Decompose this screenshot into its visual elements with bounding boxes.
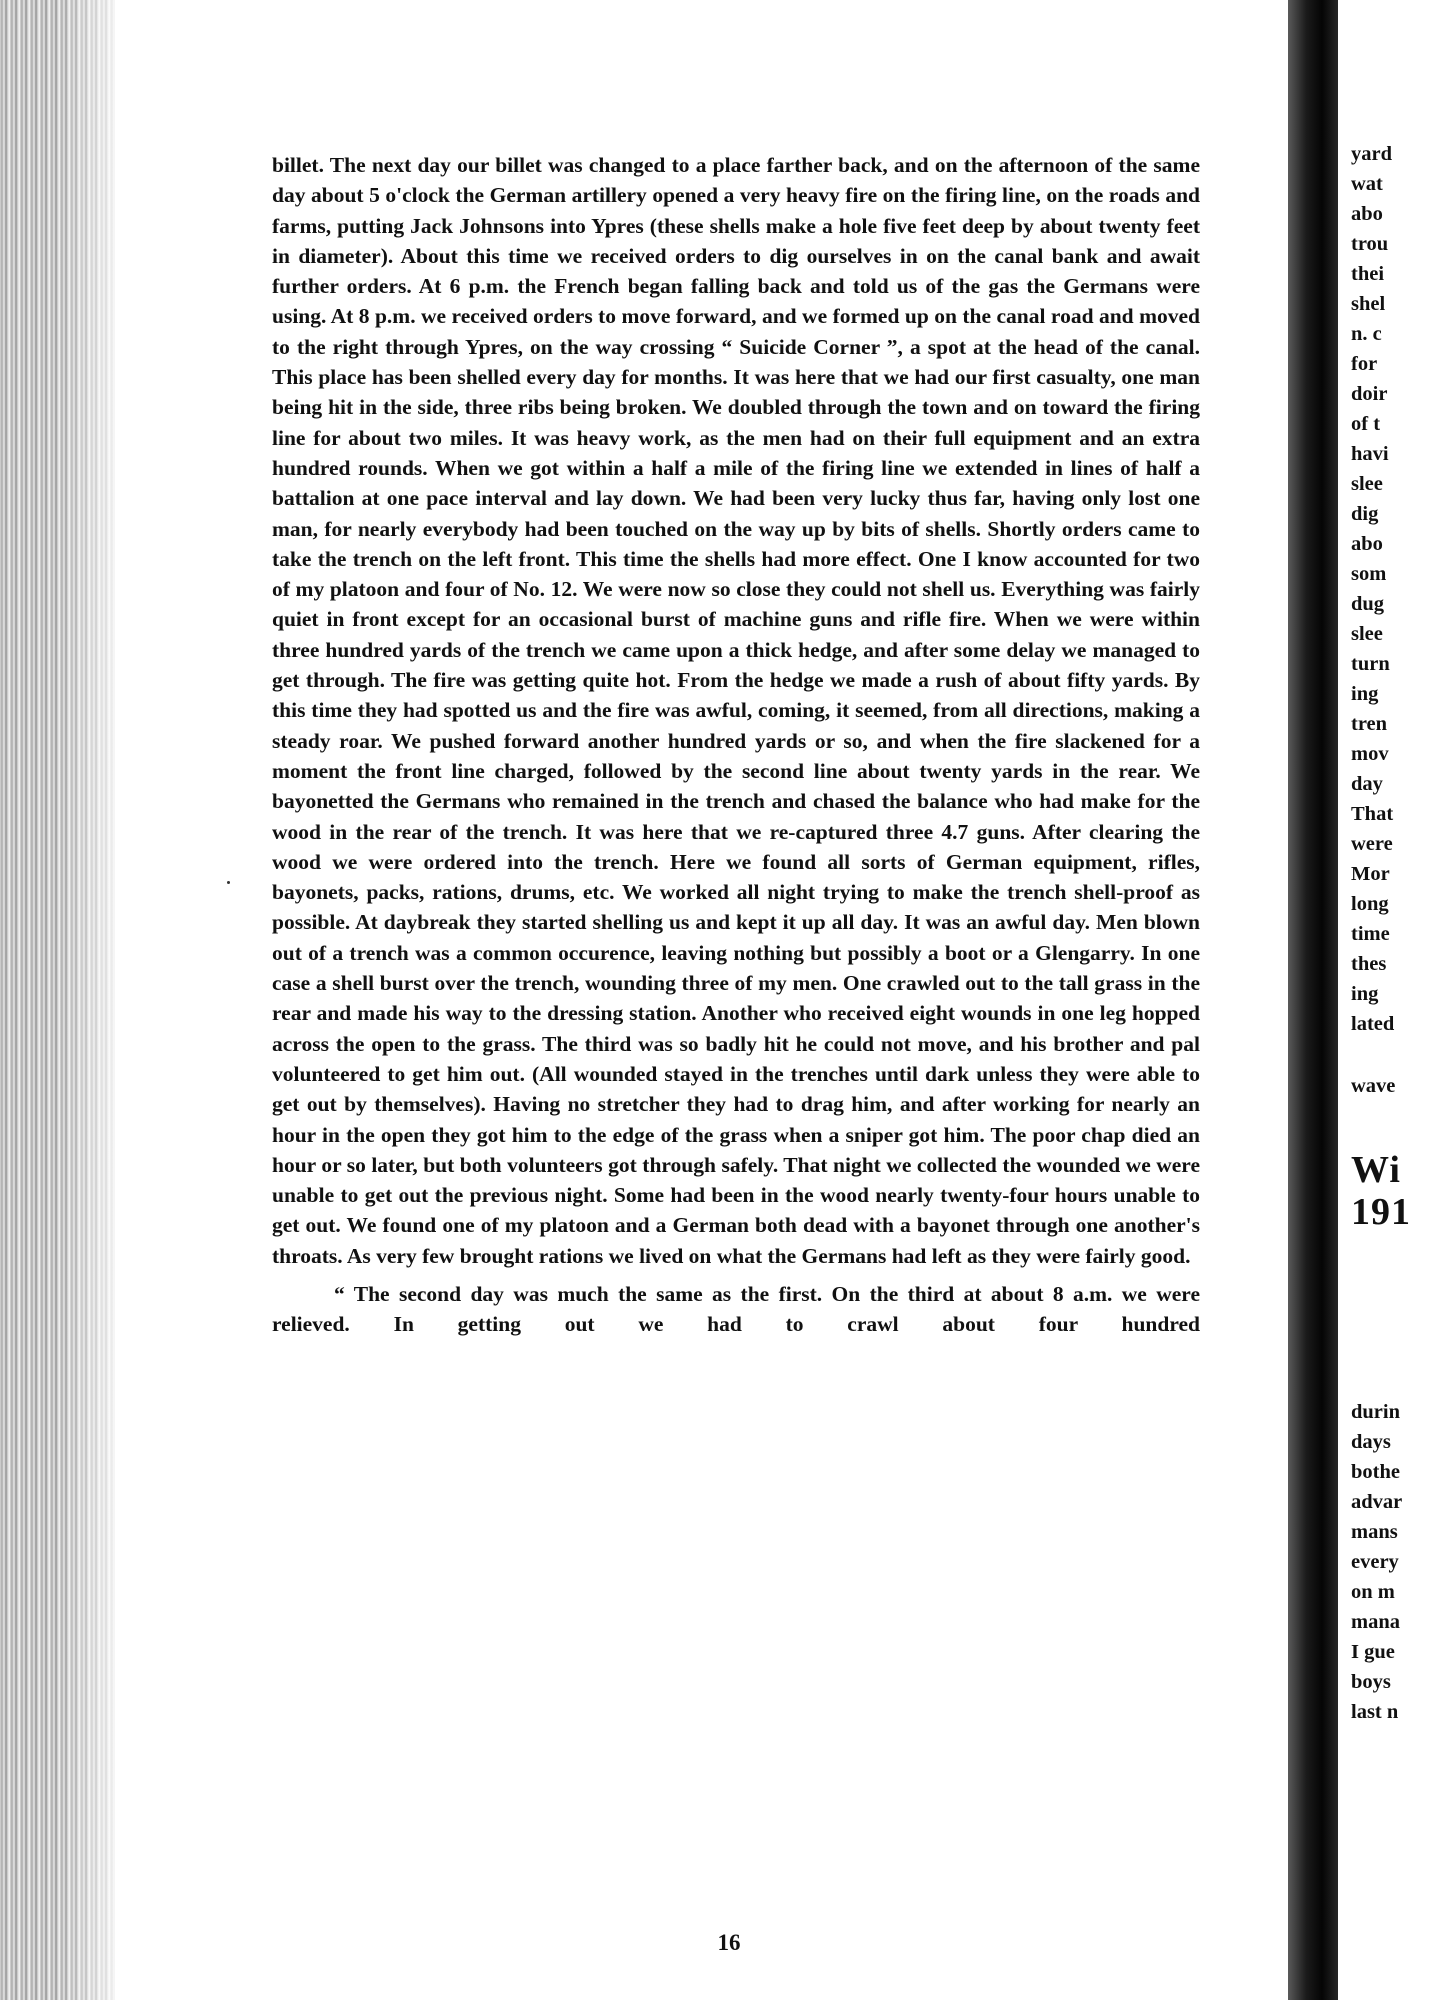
right-page-line-fragment: turn (1351, 653, 1390, 675)
right-page-line-fragment: last n (1351, 1701, 1399, 1723)
right-page-line-fragment: of t (1351, 413, 1381, 435)
right-page-line-fragment: havi (1351, 443, 1389, 465)
right-page-line-fragment: wave (1351, 1075, 1396, 1097)
right-page-line-fragment: dug (1351, 593, 1385, 615)
right-page-line-fragment: boys (1351, 1671, 1391, 1693)
right-page-line-fragment: slee (1351, 623, 1383, 645)
right-page-line-fragment: lated (1351, 1013, 1395, 1035)
right-page-line-fragment: advar (1351, 1491, 1403, 1513)
right-page (1338, 0, 1456, 2000)
right-page-line-fragment: durin (1351, 1401, 1400, 1423)
right-page-line-fragment: abo (1351, 203, 1383, 225)
page-edge-fade (60, 0, 130, 2000)
right-page-line-fragment: mov (1351, 743, 1389, 765)
right-page-line-fragment: mana (1351, 1611, 1400, 1633)
right-page-line-fragment: ing (1351, 683, 1379, 705)
paragraph-1: billet. The next day our billet was changed to a place farther back, and on the afternoon of the same day about 5 o'clock the German artillery opened a very heavy fire on the firing line, on the roads and farms, putting Jack Johnsons into Ypres (these shells make a hole five feet deep by about twenty feet in diameter). About this time we received orders to dig ourselves in on the canal bank and await further orders. At 6 p.m. the French began falling back and told us of the gas the Germans were using. At 8 p.m. we received orders to move forward, and we formed up on the canal road and moved to the right through Ypres, on the way crossing “ Suicide Corner ”, a spot at the head of the canal. This place has been shelled every day for months. It was here that we had our first casualty, one man being hit in the side, three ribs being broken. We doubled through the town and on toward the firing line for about two miles. It was heavy work, as the men had on their full equipment and an extra hundred rounds. When we got within a half a mile of the firing line we extended in lines of half a battalion at one pace interval and lay down. We had been very lucky thus far, having only lost one man, for nearly everybody had been touched on the way up by bits of shells. Shortly orders came to take the trench on the left front. This time the shells had more effect. One I know accounted for two of my platoon and four of No. 12. We were now so close they could not shell us. Everything was fairly quiet in front except for an occasional burst of machine guns and rifle fire. When we were within three hundred yards of the trench we came upon a thick hedge, and after some delay we managed to get through. The fire was getting quite hot. From the hedge we made a rush of about fifty yards. By this time they had spotted us and the fire was awful, coming, it seemed, from all directions, making a steady roar. We pushed forward another hundred yards or so, and when the fire slackened for a moment the front line charged, followed by the second line about twenty yards in the rear. We bayonetted the Germans who remained in the trench and chased the balance who had make for the wood in the rear of the trench. It was here that we re-captured three 4.7 guns. After clearing the wood we were ordered into the trench. Here we found all sorts of German equipment, rifles, bayonets, packs, rations, drums, etc. We worked all night trying to make the trench shell-proof as possible. At daybreak they started shelling us and kept it up all day. It was an awful day. Men blown out of a trench was a common occurence, leaving nothing but possibly a boot or a Glengarry. In one case a shell burst over the trench, wounding three of my men. One crawled out to the tall grass in the rear and made his way to the dressing station. Another who received eight wounds in one leg hopped across the open to the grass. The third was so badly hit he could not move, and his brother and pal volunteered to get him out. (All wounded stayed in the trenches until dark unless they were able to get out by themselves). Having no stretcher they had to drag him, and after working for nearly an hour in the open they got him to the edge of the grass when a sniper got him. The poor chap died an hour or so later, but both volunteers got through safely. That night we collected the wounded we were unable to get out the previous night. Some had been in the wood nearly twenty-four hours unable to get out. We found one of my platoon and a German both dead with a bayonet through one another's throats. As very few brought rations we lived on what the Germans had left as they were fairly good. (272, 153, 1200, 1268)
right-page-line-fragment: n. c (1351, 323, 1382, 345)
book-gutter (1288, 0, 1340, 2000)
ink-speck (227, 881, 230, 884)
page-number: 16 (717, 1930, 741, 1955)
right-page-line-fragment: shel (1351, 293, 1386, 315)
right-page-heading-fragment: 191 (1351, 1191, 1411, 1233)
right-page-line-fragment: time (1351, 923, 1390, 945)
right-page-line-fragment: day (1351, 773, 1383, 795)
right-page-line-fragment: thei (1351, 263, 1385, 285)
right-page-line-fragment: days (1351, 1431, 1391, 1453)
right-page-line-fragment: I gue (1351, 1641, 1395, 1663)
right-page-line-fragment: yard (1351, 143, 1392, 165)
right-page-line-fragment: doir (1351, 383, 1388, 405)
right-page-line-fragment: long (1351, 893, 1389, 915)
paragraph-2: “ The second day was much the same as the first. On the third at about 8 a.m. we were relieved. In getting out we had to crawl about four hundred (272, 1281, 1200, 1337)
right-page-line-fragment: That (1351, 803, 1394, 825)
right-page-heading-fragment: Wi (1351, 1149, 1401, 1191)
right-page-line-fragment: slee (1351, 473, 1383, 495)
right-page-line-fragment: bothe (1351, 1461, 1400, 1483)
right-page-line-fragment: for (1351, 353, 1378, 375)
right-page-line-fragment: on m (1351, 1581, 1395, 1603)
body-text (272, 150, 1200, 1340)
right-page-line-fragment: Mor (1351, 863, 1390, 885)
right-page-line-fragment: abo (1351, 533, 1383, 555)
right-page-line-fragment: mans (1351, 1521, 1398, 1543)
right-page-line-fragment: were (1351, 833, 1393, 855)
right-page-line-fragment: tren (1351, 713, 1388, 735)
right-page-line-fragment: ing (1351, 983, 1379, 1005)
right-page-line-fragment: every (1351, 1551, 1399, 1573)
right-page-line-fragment: thes (1351, 953, 1387, 975)
right-page-line-fragment: som (1351, 563, 1387, 585)
right-page-line-fragment: dig (1351, 503, 1379, 525)
right-page-line-fragment: trou (1351, 233, 1389, 255)
right-page-line-fragment: wat (1351, 173, 1383, 195)
